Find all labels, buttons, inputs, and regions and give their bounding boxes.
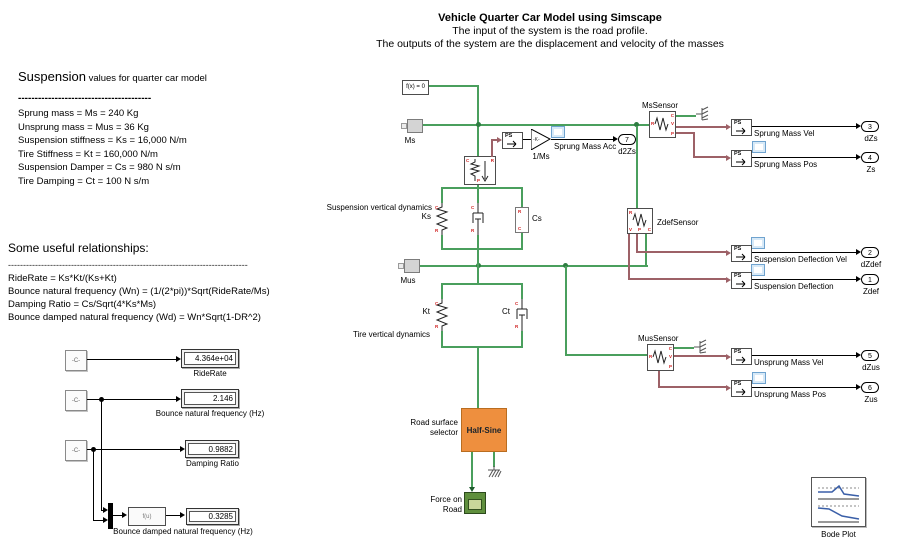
ps-wire — [628, 234, 630, 280]
halfsine-subsystem-block[interactable]: Half-Sine — [461, 408, 507, 452]
ps-converter-icon: PS — [734, 349, 742, 355]
wire — [752, 279, 859, 280]
ps-converter-icon: PS — [734, 151, 742, 157]
motion-sensor-ms[interactable] — [649, 111, 676, 138]
outport-name: dZs — [864, 134, 878, 143]
ps-converter-icon: PS — [734, 381, 742, 387]
converter-label: Sprung Mass Vel — [754, 129, 815, 138]
outport-name: dZus — [862, 363, 880, 372]
display-value: 2.146 — [184, 392, 236, 405]
physical-wire — [441, 283, 523, 285]
force-sensor-block[interactable] — [464, 156, 496, 185]
port-letter: R — [518, 209, 522, 214]
sensor-label-zdef: ZdefSensor — [657, 218, 699, 227]
port-letter: P — [670, 131, 674, 136]
ps-simulink-converter[interactable] — [731, 245, 752, 262]
port-letter: V — [629, 227, 633, 232]
display-value: 4.364e+04 — [184, 352, 236, 365]
model-subtitle-1: The input of the system is the road profile. — [452, 25, 648, 37]
viewer-badge-icon[interactable] — [752, 141, 766, 153]
spring-ks[interactable] — [435, 203, 449, 235]
fcn-block[interactable]: f(u) — [128, 507, 166, 526]
heading-word-large: Suspension — [18, 69, 86, 84]
wire — [166, 515, 181, 516]
param-tire-stiffness: Tire Stiffness = Kt = 160,000 N/m — [18, 148, 158, 160]
ps-simulink-converter[interactable] — [731, 150, 752, 167]
constant-block-2[interactable]: -C- — [65, 390, 87, 411]
signal-label-sprung-mass-acc: Sprung Mass Acc — [554, 142, 617, 151]
port-letter: C — [515, 301, 519, 306]
formula-damped-frequency: Bounce damped natural frequency (Wd) = Wn*Sqrt(1-DR^2) — [8, 312, 261, 323]
formula-bounce-frequency: Bounce natural frequency (Wn) = (1/(2*pi))*Sqrt(RideRate/Ms) — [8, 286, 270, 297]
param-suspension-damper: Suspension Damper = Cs = 980 N s/m — [18, 162, 181, 173]
viewer-badge-icon[interactable] — [751, 264, 765, 276]
wire — [752, 355, 859, 356]
port-letter: R — [515, 324, 519, 329]
outport-name-d2zs: d2Zs — [618, 147, 636, 156]
wire — [523, 139, 531, 140]
divider-dashes: ---------------------------------------- — [18, 93, 152, 104]
formula-damping-ratio: Damping Ratio = Cs/Sqrt(4*Ks*Ms) — [8, 299, 157, 310]
port-letter: R — [471, 228, 475, 233]
ground-icon — [486, 466, 502, 482]
formula-ride-rate: RideRate = Ks*Kt/(Ks+Kt) — [8, 273, 117, 284]
ps-wire — [658, 386, 727, 388]
physical-wire — [471, 452, 473, 489]
mux-block[interactable] — [108, 503, 113, 529]
outport-name: Zs — [866, 165, 876, 174]
port-letter: C — [435, 205, 439, 210]
wire — [551, 139, 614, 140]
param-suspension-stiffness: Suspension stiffness = Ks = 16,000 N/m — [18, 135, 187, 146]
gain-block-1overms[interactable] — [531, 129, 551, 150]
physical-wire — [674, 347, 694, 349]
divider-dashes-2: -------------------------------------------------------------------------------- — [8, 260, 248, 270]
param-sprung-mass: Sprung mass = Ms = 240 Kg — [18, 108, 139, 119]
sensor-label-ms: MsSensor — [642, 101, 679, 110]
port-letter: R — [649, 354, 653, 359]
physical-wire — [441, 187, 523, 189]
ps-wire — [676, 126, 727, 128]
ps-wire — [693, 132, 695, 158]
outport-2[interactable]: 2 — [861, 247, 879, 258]
gain-glyph: -K- — [533, 137, 540, 143]
converter-label: Suspension Deflection Vel — [754, 255, 847, 264]
mass-block-mus[interactable] — [404, 259, 420, 273]
converter-label: Sprung Mass Pos — [754, 160, 818, 169]
damper-ct-glyph[interactable] — [515, 299, 529, 331]
physical-wire — [441, 248, 523, 250]
display-label-damping-ratio: Damping Ratio — [186, 459, 239, 468]
constant-block-3[interactable]: -C- — [65, 440, 87, 461]
mass-label-mus: Mus — [400, 276, 416, 285]
outport-1[interactable]: 1 — [861, 274, 879, 285]
outport-6[interactable]: 6 — [861, 382, 879, 393]
ps-wire — [491, 140, 493, 157]
outport-name: Zdef — [862, 287, 879, 296]
port-stub — [398, 263, 404, 269]
wire — [752, 157, 859, 158]
port-letter: V — [668, 354, 672, 359]
physical-wire — [441, 346, 523, 348]
ps-wire — [628, 278, 727, 280]
damper-label-cs: Cs — [532, 214, 542, 223]
arrowhead — [122, 512, 127, 518]
port-letter: C — [435, 301, 439, 306]
physical-wire — [676, 115, 696, 117]
motion-sensor-mus[interactable] — [647, 344, 674, 371]
spring-label-kt: Kt — [422, 307, 430, 316]
damper-cs-glyph[interactable] — [471, 203, 485, 235]
outport-4[interactable]: 4 — [861, 152, 879, 163]
physical-wire — [477, 348, 479, 408]
display-value: 0.9882 — [188, 443, 236, 455]
ps-wire — [636, 251, 727, 253]
outport-name: Zus — [864, 395, 878, 404]
area-label-suspension: Suspension vertical dynamics — [326, 203, 432, 212]
port-letter: C — [518, 226, 522, 231]
port-letter: C — [647, 227, 651, 232]
physical-wire — [565, 266, 567, 356]
junction-dot — [476, 122, 481, 127]
scope-screen — [468, 499, 482, 510]
physical-wire — [493, 452, 495, 467]
motion-sensor-zdef[interactable] — [627, 208, 653, 234]
display-damped-frequency[interactable] — [186, 508, 239, 525]
area-label-tire: Tire vertical dynamics — [352, 330, 430, 339]
param-unsprung-mass: Unsprung mass = Mus = 36 Kg — [18, 121, 149, 133]
arrowhead — [180, 512, 185, 518]
display-ride-rate[interactable] — [181, 349, 239, 368]
ps-converter-icon: PS — [734, 246, 742, 252]
converter-label: Suspension Deflection — [754, 282, 834, 291]
mass-block-ms[interactable] — [407, 119, 423, 133]
ps-simulink-converter[interactable] — [731, 380, 752, 397]
wire — [87, 449, 181, 450]
port-letter: R — [435, 228, 439, 233]
port-stub — [401, 123, 407, 129]
viewer-badge-icon[interactable] — [751, 237, 765, 249]
physical-wire — [636, 126, 638, 208]
ps-converter-icon: PS — [734, 273, 742, 279]
wire — [752, 387, 859, 388]
physical-wire — [429, 85, 479, 87]
outport-name: dZdef — [860, 260, 882, 269]
spring-label-ks: Ks — [421, 212, 431, 221]
physical-wire — [477, 85, 479, 156]
wire — [101, 399, 102, 511]
display-damping-ratio[interactable] — [185, 440, 239, 458]
ps-simulink-converter[interactable] — [731, 272, 752, 289]
port-letter: P — [668, 364, 672, 369]
physical-wire — [477, 250, 479, 285]
relationships-heading: Some useful relationships: — [8, 241, 149, 255]
force-on-road-label-1: Force on — [430, 495, 462, 504]
converter-label: Unsprung Mass Pos — [754, 390, 827, 399]
ps-wire — [674, 355, 727, 357]
port-letter: C — [471, 205, 475, 210]
outport-5[interactable]: 5 — [861, 350, 879, 361]
road-selector-label-2: selector — [429, 428, 458, 437]
port-letter: P — [638, 227, 642, 232]
converter-label: Unsprung Mass Vel — [754, 358, 824, 367]
display-label-bounce-frequency: Bounce natural frequency (Hz) — [155, 409, 265, 418]
suspension-notes-heading — [18, 70, 207, 86]
ground-icon — [692, 339, 708, 355]
gain-label: 1/Ms — [532, 152, 550, 161]
model-title: Vehicle Quarter Car Model using Simscape — [438, 12, 662, 24]
spring-kt[interactable] — [435, 299, 449, 331]
road-selector-label-1: Road surface — [410, 418, 458, 427]
port-letter: R — [651, 121, 655, 126]
outport-3[interactable]: 3 — [861, 121, 879, 132]
heading-rest: values for quarter car model — [85, 73, 207, 84]
display-bounce-frequency[interactable] — [181, 389, 239, 408]
sensor-label-mus: MusSensor — [638, 334, 679, 343]
bode-plot-block[interactable] — [811, 477, 866, 527]
port-letter: V — [670, 121, 674, 126]
solver-configuration-block[interactable]: f(x) = 0 — [402, 80, 429, 95]
ps-simulink-converter-acc[interactable] — [502, 132, 523, 149]
ps-wire — [693, 156, 727, 158]
model-subtitle-2: The outputs of the system are the displacement and velocity of the masses — [376, 38, 724, 50]
port-letter: R — [629, 210, 633, 215]
physical-wire-unsprung-rail — [420, 265, 648, 267]
ps-converter-icon: PS — [734, 120, 742, 126]
damper-block-cs[interactable] — [515, 207, 529, 233]
physical-wire-sprung-rail — [423, 124, 651, 126]
wire — [752, 126, 859, 127]
wire — [93, 449, 94, 521]
port-letter: R — [490, 158, 494, 163]
damper-label-ct: Ct — [502, 307, 510, 316]
ps-simulink-converter[interactable] — [731, 119, 752, 136]
viewer-badge-icon[interactable] — [551, 126, 565, 138]
outport-7[interactable]: 7 — [618, 134, 636, 145]
mass-label-ms: Ms — [404, 136, 416, 145]
wire — [87, 359, 177, 360]
port-letter: R — [435, 324, 439, 329]
viewer-badge-icon[interactable] — [752, 372, 766, 384]
scope-block-force-on-road[interactable] — [464, 492, 486, 514]
display-label-damped-frequency: Bounce damped natural frequency (Hz) — [113, 527, 253, 536]
bode-plot-label: Bode Plot — [821, 530, 856, 539]
ps-converter-icon: PS — [505, 133, 513, 139]
wire — [752, 252, 859, 253]
ground-icon — [694, 106, 710, 122]
port-letter: P — [477, 178, 481, 183]
port-letter: C — [668, 346, 672, 351]
port-letter: C — [466, 158, 470, 163]
display-label-ride-rate: RideRate — [193, 369, 227, 378]
port-letter: C — [670, 113, 674, 118]
force-on-road-label-2: Road — [442, 505, 462, 514]
physical-wire — [565, 354, 647, 356]
constant-block-1[interactable]: -C- — [65, 350, 87, 371]
ps-simulink-converter[interactable] — [731, 348, 752, 365]
param-tire-damping: Tire Damping = Ct = 100 N s/m — [18, 175, 150, 187]
display-value: 0.3285 — [189, 511, 236, 522]
